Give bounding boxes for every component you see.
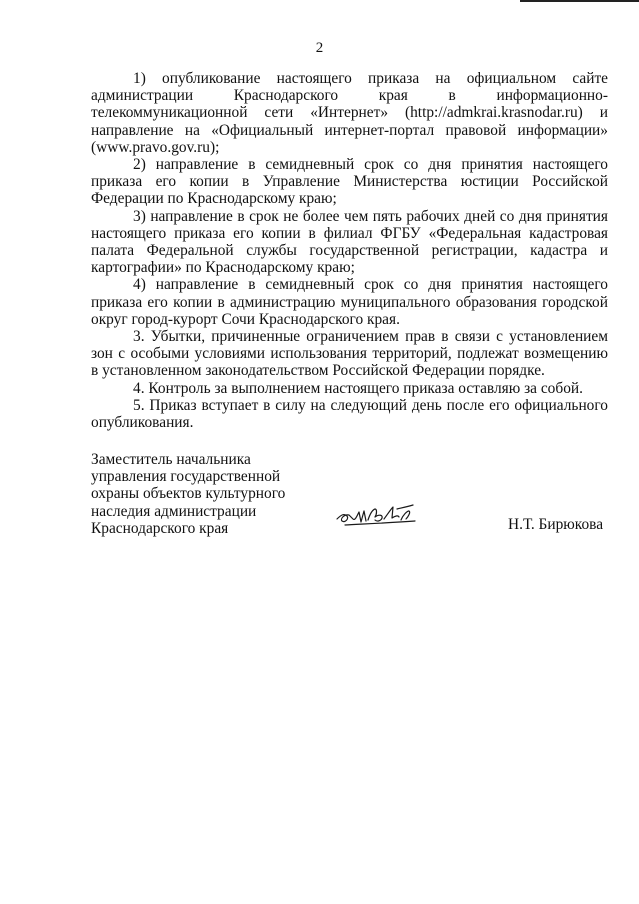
signer-position-line: Заместитель начальника: [91, 451, 251, 468]
signer-position-line: охраны объектов культурного: [91, 485, 286, 503]
paragraph-ministry-of-justice: 2) направление в семидневный срок со дня принятия настоящего приказа его копии в Управление Министерства юстиции Российской Федерации по Краснодарскому краю;: [91, 156, 608, 208]
page-number: 2: [315, 40, 324, 56]
document-body: [91, 70, 608, 431]
signer-position-line: Краснодарского края: [91, 519, 229, 537]
signer-position-line: наследия администрации: [91, 502, 257, 520]
signer-position-line: управления государственной: [91, 468, 281, 486]
top-edge-rule: [520, 0, 639, 2]
paragraph-sochi-administration: 4) направление в семидневный срок со дня принятия настоящего приказа его копии в администрацию муниципального образования городской округ город-курорт Сочи Краснодарского края.: [91, 276, 608, 328]
paragraph-control: 4. Контроль за выполнением настоящего приказа оставляю за собой.: [133, 379, 583, 397]
paragraph-publication: 1) опубликование настоящего приказа на официальном сайте администрации Краснодарского края в информационно-телекоммуникационной сети «Интернет» (http://admkrai.krasnodar.ru) и направление на «Официальный интернет-портал правовой информации» (www.pravo.gov.ru);: [91, 70, 608, 156]
paragraph-cadastral-chamber: 3) направление в срок не более чем пять рабочих дней со дня принятия настоящего приказа его копии в филиал ФГБУ «Федеральная кадастровая палата Федеральной службы государственной регистрации, кадастра и картографии» по Краснодарскому краю;: [91, 207, 608, 277]
paragraph-losses-compensation: 3. Убытки, причиненные ограничением прав в связи с установлением зон с особыми условиями использования территорий, подлежат возмещению в установленном законодательством Российской Федерации порядке.: [91, 328, 608, 380]
paragraph-entry-into-force: 5. Приказ вступает в силу на следующий день после его официального опубликования.: [91, 396, 608, 432]
signer-position: [91, 451, 351, 537]
handwritten-signature: [335, 497, 421, 529]
signer-name: Н.Т. Бирюкова: [508, 516, 604, 533]
